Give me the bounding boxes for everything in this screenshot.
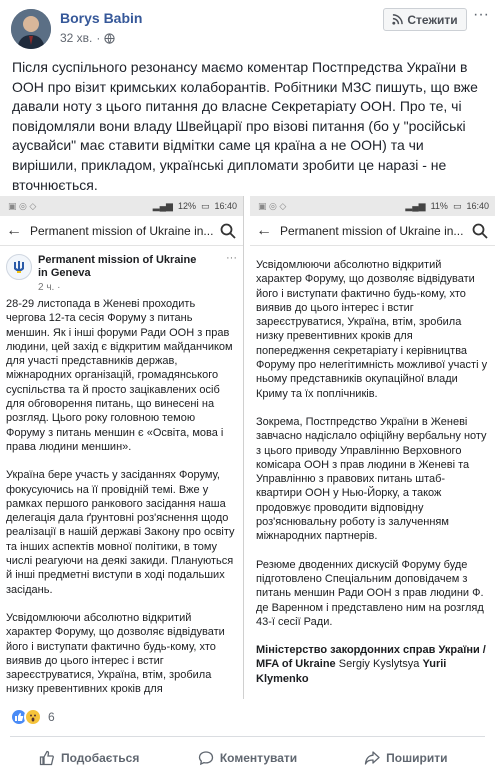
author-avatar[interactable]: [11, 9, 51, 49]
share-label: Поширити: [386, 750, 448, 765]
status-bar: [250, 196, 495, 216]
paragraph: Усвідомлюючи абсолютно відкритий характер Форуму, що дозволяє відвідувати його і виступати фактично будь-кому, хто виявив до цього інтерес і встиг зареєструватися, Україна, втім, зробила низку превентивних кроків для попередження секретаріату і керівництва Форуму про нелегітимність можливої участі у ньому представників окупаційної влади Криму та їх поплічників.: [256, 259, 488, 400]
battery-icon: ▭: [452, 200, 462, 211]
paragraph: Україна бере участь у засіданнях Форуму, фокусуючись на її провідній темі. Вже у рамках першого ранкового засідання наша делегація дала ґрунтовні роз'яснення щодо реалізації в нашій державі Закону про освіту та інших аспектів мовної політики, в тому числі реагуючи на деякі закиди. Плануються й інші предметні виступи в ході подальших засідань.: [6, 469, 235, 596]
attached-images[interactable]: [0, 196, 495, 699]
clock: 16:40: [214, 201, 237, 211]
app-bar: [0, 216, 243, 246]
back-arrow-icon[interactable]: ←: [6, 221, 22, 239]
screenshot-left[interactable]: [0, 196, 244, 699]
more-options-icon[interactable]: ···: [473, 6, 489, 23]
rss-icon: [392, 14, 403, 25]
follow-button[interactable]: [383, 8, 467, 31]
globe-icon: [104, 33, 115, 44]
signature-org: Міністерство закордонних справ України / MFA of Ukraine: [256, 644, 486, 671]
share-arrow-icon: [364, 750, 380, 766]
comment-label: Коментувати: [219, 750, 298, 765]
page-post-time: 2 ч. ·: [38, 282, 61, 293]
post-text: Після суспільного резонансу маємо коментар Постпредства України в ООН про візит кримських колаборантів. Робітники МЗС пишуть, що вже давали ноту з цього питання до власне Секретаріату ООН. Про те, чі повідомляли вони владу Швейцарії про візові питання (бо у "російські аусвайси" має ставити відмітки саме ця країна а не ООН) та чи вирішили, прикладом, українські дипломати зробити це наразі - не вточнюється.: [12, 59, 478, 193]
share-button[interactable]: [327, 750, 485, 766]
battery-icon: ▭: [200, 200, 210, 211]
status-icons-left: ▣ ◎ ◇: [258, 200, 287, 211]
screenshot-text: [0, 297, 243, 699]
status-icons-left: ▣ ◎ ◇: [8, 200, 37, 211]
like-label: Подобається: [60, 750, 140, 765]
signal-icon: ▂▄▆: [152, 200, 173, 211]
page-header: [0, 246, 243, 297]
status-bar: [0, 196, 243, 216]
post-time[interactable]: 32 хв.: [60, 31, 93, 45]
battery-percent: 11%: [430, 201, 448, 211]
app-bar: [250, 216, 495, 246]
signature-tag[interactable]: Sergiy Kyslytsya: [338, 658, 420, 671]
paragraph: 28-29 листопада в Женеві проходить чергова 12-та сесія Форуму з питань меншин. Як і інші форуми Ради ООН з прав людини, цей захід є відкритим майданчиком для участі представників держав, міжнародних організацій, громадянського суспільства та й просто зацікавлених осіб для обговорення питань, що винесені на розгляд. Цього року головною темою Форуму з питань меншин є «Освіта, мова і права людини меншин».: [6, 298, 233, 453]
screenshot-right[interactable]: [250, 196, 495, 699]
back-arrow-icon[interactable]: ←: [256, 221, 272, 239]
reactions-summary[interactable]: [10, 708, 55, 726]
follow-label: Стежити: [407, 12, 458, 27]
paragraph: Усвідомлюючи абсолютно відкритий характер Форуму, що дозволяє відвідувати його і виступати фактично будь-кому, хто виявив до цього інтерес і встиг зареєструватися, Україна, втім, зробила низку превентивних кроків для: [6, 611, 225, 696]
more-options-icon[interactable]: ···: [226, 252, 237, 264]
thumbs-up-icon: [39, 750, 55, 766]
trident-logo-icon: [6, 254, 32, 280]
battery-percent: 12%: [177, 201, 196, 211]
author-name[interactable]: Borys Babin: [60, 10, 143, 26]
signature-tag[interactable]: Yurii Klymenko: [256, 658, 447, 685]
action-bar: [10, 736, 485, 778]
screenshot-text: [250, 246, 495, 699]
reaction-count: 6: [48, 710, 55, 724]
search-icon[interactable]: [219, 222, 237, 240]
clock: 16:40: [466, 201, 489, 211]
search-icon[interactable]: [471, 222, 489, 240]
like-button[interactable]: [10, 750, 168, 766]
wow-reaction-icon: [24, 708, 42, 726]
post-meta: 32 хв. ·: [60, 31, 115, 45]
page-name[interactable]: Permanent mission of Ukraine in Geneva: [38, 254, 197, 279]
post-header: [0, 0, 495, 52]
paragraph: Зокрема, Постпредство України в Женеві завчасно надіслало офіційну вербальну ноту з цього приводу Управлінню Верховного комісара ООН з прав людини в Женеві та Управлінню з правових питань штаб-квартири ООН у Нью-Йорку, а також продовжує проводити відповідну роз'яснювальну роботу із залученням міжнародних партнерів.: [256, 415, 487, 543]
comment-icon: [198, 750, 214, 766]
app-bar-title: Permanent mission of Ukraine in...: [30, 223, 214, 238]
signal-icon: ▂▄▆: [405, 200, 426, 211]
app-bar-title: Permanent mission of Ukraine in...: [280, 223, 464, 238]
comment-button[interactable]: [168, 750, 326, 766]
paragraph: Резюме дводенних дискусій Форуму буде підготовлено Спеціальним доповідачем з питань меншин Ради ООН з прав людини Ф. де Варенном і представлено ним на розгляд 43-ї сесії Ради.: [256, 558, 484, 628]
signature: [256, 643, 489, 686]
